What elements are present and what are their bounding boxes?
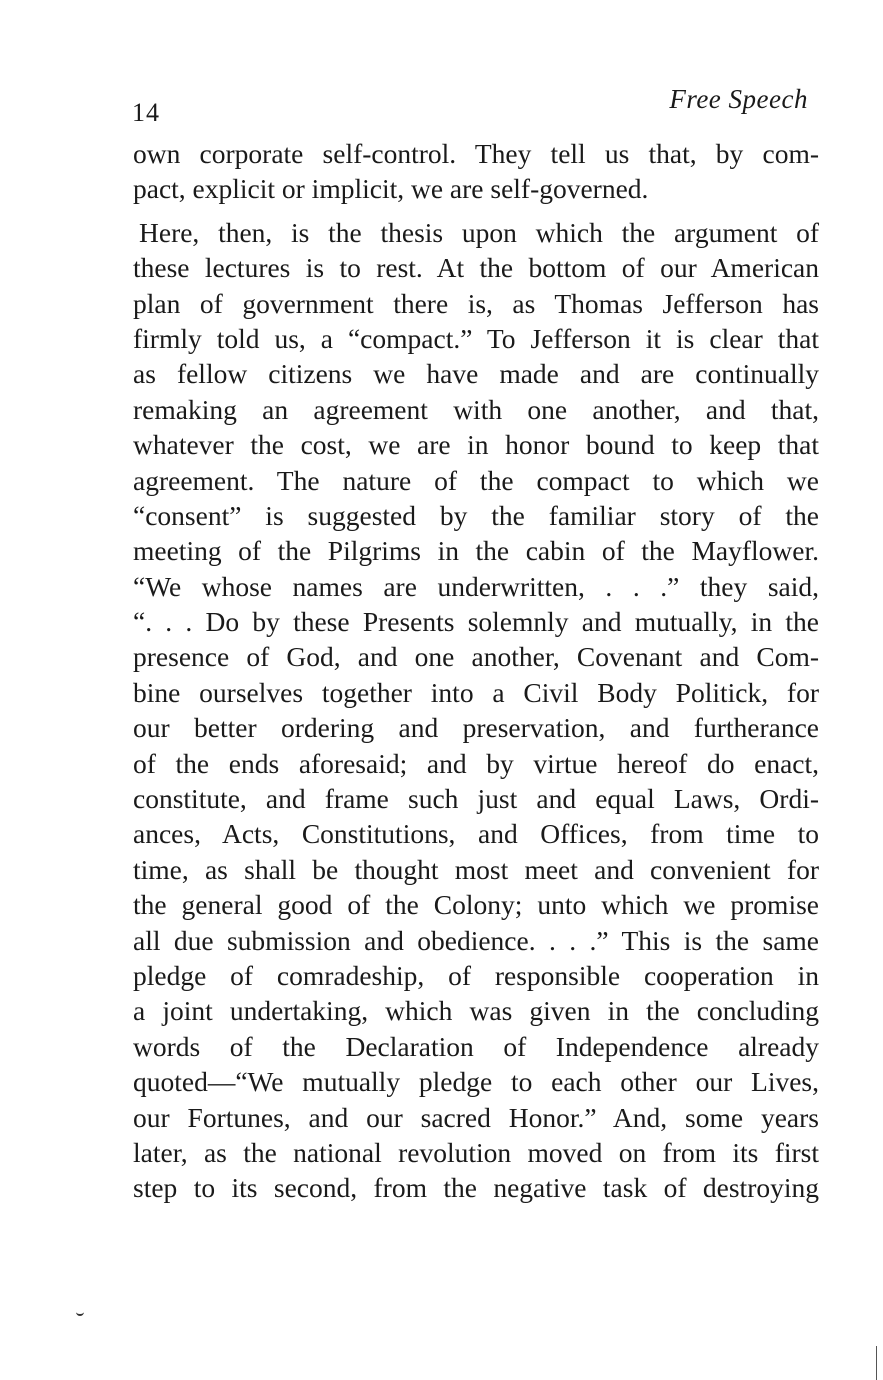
text-line: time, as shall be thought most meet and convenient for <box>133 853 819 885</box>
text-line: our Fortunes, and our sacred Honor.” And, some years <box>133 1101 819 1133</box>
text-line: step to its second, from the negative task of destroying <box>133 1172 819 1204</box>
page-number: 14 <box>132 98 160 127</box>
text-line: “. . . Do by these Presents solemnly and mutually, in the <box>133 606 819 638</box>
paragraph-gap <box>133 207 819 215</box>
page-edge-line <box>876 1346 877 1380</box>
text-line: our better ordering and preservation, and furtherance <box>133 712 819 744</box>
paragraph <box>133 215 819 1206</box>
text-line: meeting of the Pilgrims in the cabin of the Mayflower. <box>133 535 819 567</box>
text-line: plan of government there is, as Thomas Jefferson has <box>133 287 819 319</box>
text-line: these lectures is to rest. At the bottom of our American <box>133 252 819 284</box>
text-line: a joint undertaking, which was given in the concluding <box>133 995 819 1027</box>
text-line: “consent” is suggested by the familiar story of the <box>133 499 819 531</box>
text-line: pledge of comradeship, of responsible cooperation in <box>133 959 819 991</box>
text-line: constitute, and frame such just and equal Laws, Ordi- <box>133 783 819 815</box>
text-line: words of the Declaration of Independence already <box>133 1030 819 1062</box>
text-line: of the ends aforesaid; and by virtue hereof do enact, <box>133 747 819 779</box>
text-line: Here, then, is the thesis upon which the argument of <box>139 216 819 248</box>
text-line: quoted—“We mutually pledge to each other our Lives, <box>133 1066 819 1098</box>
text-line: ances, Acts, Constitutions, and Offices, from time to <box>133 818 819 850</box>
paragraph <box>133 136 819 207</box>
text-line: the general good of the Colony; unto which we promise <box>133 889 819 921</box>
text-line: whatever the cost, we are in honor bound to keep that <box>133 429 819 461</box>
text-line: bine ourselves together into a Civil Body Politick, for <box>133 676 819 708</box>
text-line: agreement. The nature of the compact to which we <box>133 464 819 496</box>
running-head <box>132 84 808 127</box>
text-line: presence of God, and one another, Covenant and Com- <box>133 641 819 673</box>
running-title: Free Speech <box>669 84 808 114</box>
text-line: firmly told us, a “compact.” To Jefferson it is clear that <box>133 322 819 354</box>
text-line: later, as the national revolution moved on from its first <box>133 1136 819 1168</box>
text-line: as fellow citizens we have made and are continually <box>133 358 819 390</box>
text-line: all due submission and obedience. . . .” This is the same <box>133 924 819 956</box>
text-line: remaking an agreement with one another, and that, <box>133 393 819 425</box>
text-line: “We whose names are underwritten, . . .” they said, <box>133 570 819 602</box>
text-line: own corporate self-control. They tell us that, by com- <box>133 138 819 169</box>
body-text <box>133 136 819 1206</box>
text-line: pact, explicit or implicit, we are self-governed. <box>133 173 649 205</box>
stray-ink-mark <box>76 1310 84 1316</box>
